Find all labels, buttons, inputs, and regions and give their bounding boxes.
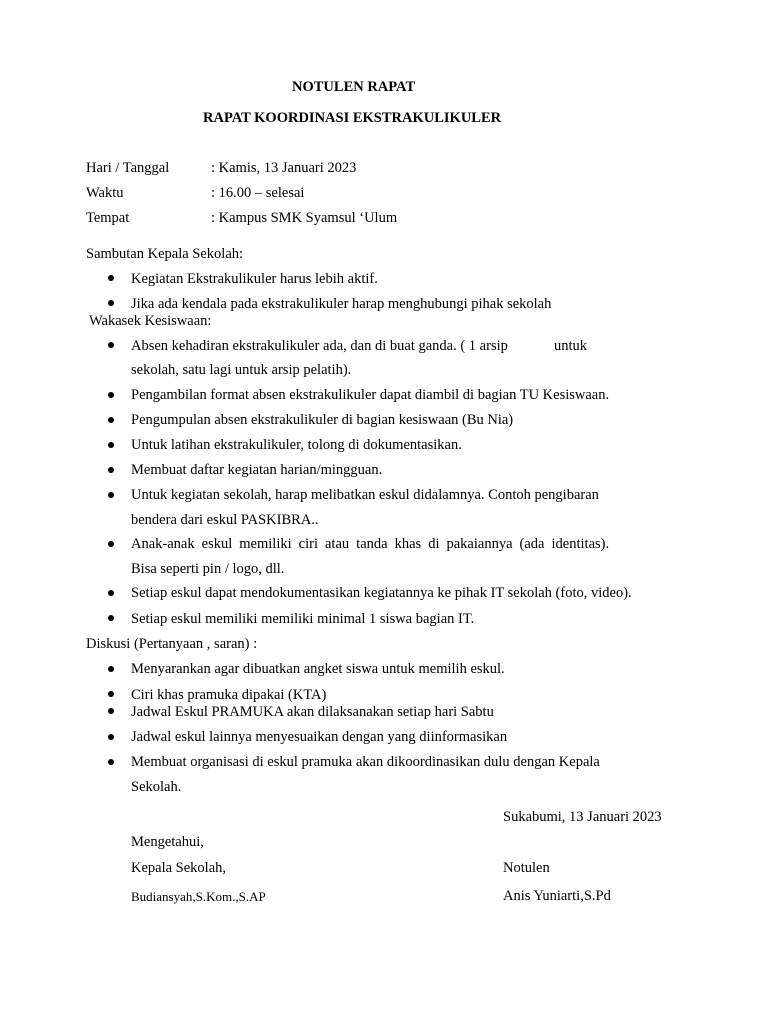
list-item: Pengumpulan absen ekstrakulikuler di bagian kesiswaan (Bu Nia) bbox=[131, 412, 514, 428]
list-item: Anak-anak eskul memiliki ciri atau tanda khas di pakaiannya (ada identitas). bbox=[131, 536, 610, 552]
bullet-icon bbox=[108, 417, 114, 423]
info-label-date: Hari / Tanggal bbox=[86, 160, 170, 176]
list-item: Untuk latihan ekstrakulikuler, tolong di dokumentasikan. bbox=[131, 437, 462, 453]
bullet-icon bbox=[108, 666, 114, 672]
bullet-icon bbox=[108, 467, 114, 473]
bullet-icon bbox=[108, 708, 114, 714]
bullet-icon bbox=[108, 275, 114, 281]
bullet-icon bbox=[108, 615, 114, 621]
info-label-time: Waktu bbox=[86, 185, 124, 201]
bullet-icon bbox=[108, 492, 114, 498]
bullet-icon bbox=[108, 442, 114, 448]
list-item: Ciri khas pramuka dipakai (KTA) bbox=[131, 687, 327, 703]
bullet-icon bbox=[108, 541, 114, 547]
document-title: NOTULEN RAPAT bbox=[292, 79, 416, 95]
list-item: Jadwal eskul lainnya menyesuaikan dengan yang diinformasikan bbox=[131, 729, 508, 745]
bullet-icon bbox=[108, 590, 114, 596]
list-item: Jadwal Eskul PRAMUKA akan dilaksanakan setiap hari Sabtu bbox=[131, 704, 494, 720]
list-item: Untuk kegiatan sekolah, harap melibatkan eskul didalamnya. Contoh pengibaran bbox=[131, 487, 599, 503]
info-value-time: : 16.00 – selesai bbox=[211, 185, 305, 201]
list-item-continued: sekolah, satu lagi untuk arsip pelatih). bbox=[131, 362, 352, 378]
bullet-icon bbox=[108, 300, 114, 306]
acknowledged-label: Mengetahui, bbox=[131, 834, 204, 850]
info-value-place: : Kampus SMK Syamsul ‘Ulum bbox=[211, 210, 398, 226]
document-subtitle: RAPAT KOORDINASI EKSTRAKULIKULER bbox=[203, 110, 502, 126]
list-item-continued: bendera dari eskul PASKIBRA.. bbox=[131, 512, 319, 528]
bullet-icon bbox=[108, 734, 114, 740]
list-item: Jika ada kendala pada ekstrakulikuler harap menghubungi pihak sekolah bbox=[131, 296, 552, 312]
list-item: Membuat organisasi di eskul pramuka akan dikoordinasikan dulu dengan Kepala bbox=[131, 754, 600, 770]
principal-role: Kepala Sekolah, bbox=[131, 860, 227, 876]
notetaker-name: Anis Yuniarti,S.Pd bbox=[503, 888, 611, 904]
list-item: Setiap eskul memiliki memiliki minimal 1 siswa bagian IT. bbox=[131, 611, 475, 627]
info-value-date: : Kamis, 13 Januari 2023 bbox=[211, 160, 357, 176]
place-date: Sukabumi, 13 Januari 2023 bbox=[503, 809, 662, 825]
notetaker-role: Notulen bbox=[503, 860, 550, 876]
list-item: Absen kehadiran ekstrakulikuler ada, dan di buat ganda. ( 1 arsip bbox=[131, 338, 508, 354]
list-item: Pengambilan format absen ekstrakulikuler dapat diambil di bagian TU Kesiswaan. bbox=[131, 387, 610, 403]
list-item: Kegiatan Ekstrakulikuler harus lebih aktif. bbox=[131, 271, 378, 287]
list-item-continued: Sekolah. bbox=[131, 779, 182, 795]
list-item: Setiap eskul dapat mendokumentasikan kegiatannya ke pihak IT sekolah (foto, video). bbox=[131, 585, 632, 601]
info-label-place: Tempat bbox=[86, 210, 130, 226]
list-item: Membuat daftar kegiatan harian/mingguan. bbox=[131, 462, 383, 478]
list-item-continued: Bisa seperti pin / logo, dll. bbox=[131, 561, 285, 577]
bullet-icon bbox=[108, 392, 114, 398]
bullet-icon bbox=[108, 691, 114, 697]
bullet-icon bbox=[108, 759, 114, 765]
principal-name: Budiansyah,S.Kom.,S.AP bbox=[131, 889, 266, 904]
bullet-icon bbox=[108, 342, 114, 348]
section-heading-principal: Sambutan Kepala Sekolah: bbox=[86, 246, 244, 262]
section-heading-vice-principal: Wakasek Kesiswaan: bbox=[89, 313, 212, 329]
section-heading-discussion: Diskusi (Pertanyaan , saran) : bbox=[86, 636, 258, 652]
list-item-continued: untuk bbox=[554, 338, 588, 354]
list-item: Menyarankan agar dibuatkan angket siswa untuk memilih eskul. bbox=[131, 661, 505, 677]
